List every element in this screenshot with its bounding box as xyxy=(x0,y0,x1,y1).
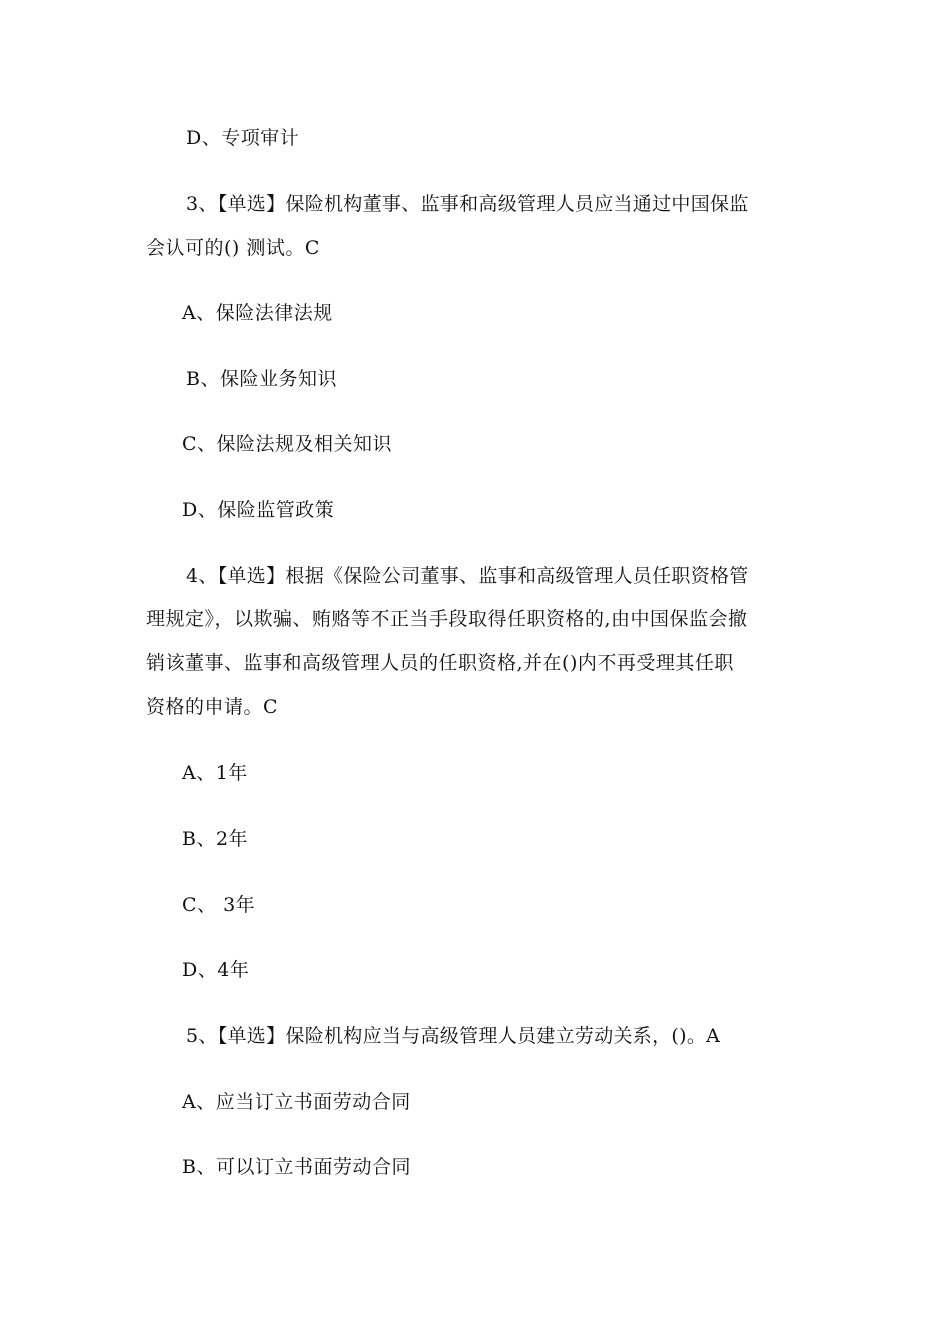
q4-stem-line-1: 4、【单选】根据《保险公司董事、监事和高级管理人员任职资格管 xyxy=(186,565,749,587)
q3-option-d: D、保险监管政策 xyxy=(182,499,335,521)
q3-stem-line-1: 3、【单选】保险机构董事、监事和高级管理人员应当通过中国保监 xyxy=(186,193,749,215)
q4-stem-line-3: 销该董事、监事和高级管理人员的任职资格,并在()内不再受理其任职 xyxy=(146,652,734,674)
q5-option-b: B、可以订立书面劳动合同 xyxy=(182,1156,411,1178)
q3-option-b: B、保险业务知识 xyxy=(186,368,337,390)
q4-stem-line-4: 资格的申请。C xyxy=(146,696,279,718)
q4-option-b: B、2年 xyxy=(182,828,249,850)
q5-option-a: A、应当订立书面劳动合同 xyxy=(182,1091,411,1113)
q3-option-a: A、保险法律法规 xyxy=(182,302,333,324)
q4-option-d: D、4年 xyxy=(182,959,250,981)
q4-option-a: A、1年 xyxy=(182,762,248,784)
q3-option-c: C、保险法规及相关知识 xyxy=(182,433,393,455)
q2-option-d: D、专项审计 xyxy=(186,127,300,149)
q4-stem-line-2: 理规定》，以欺骗、贿赂等不正当手段取得任职资格的,由中国保监会撤 xyxy=(146,608,748,630)
q3-stem-line-2: 会认可的() 测试。C xyxy=(146,237,320,259)
q4-option-c: C、 3年 xyxy=(182,894,256,916)
q5-stem-line-1: 5、【单选】保险机构应当与高级管理人员建立劳动关系，()。A xyxy=(186,1025,721,1047)
